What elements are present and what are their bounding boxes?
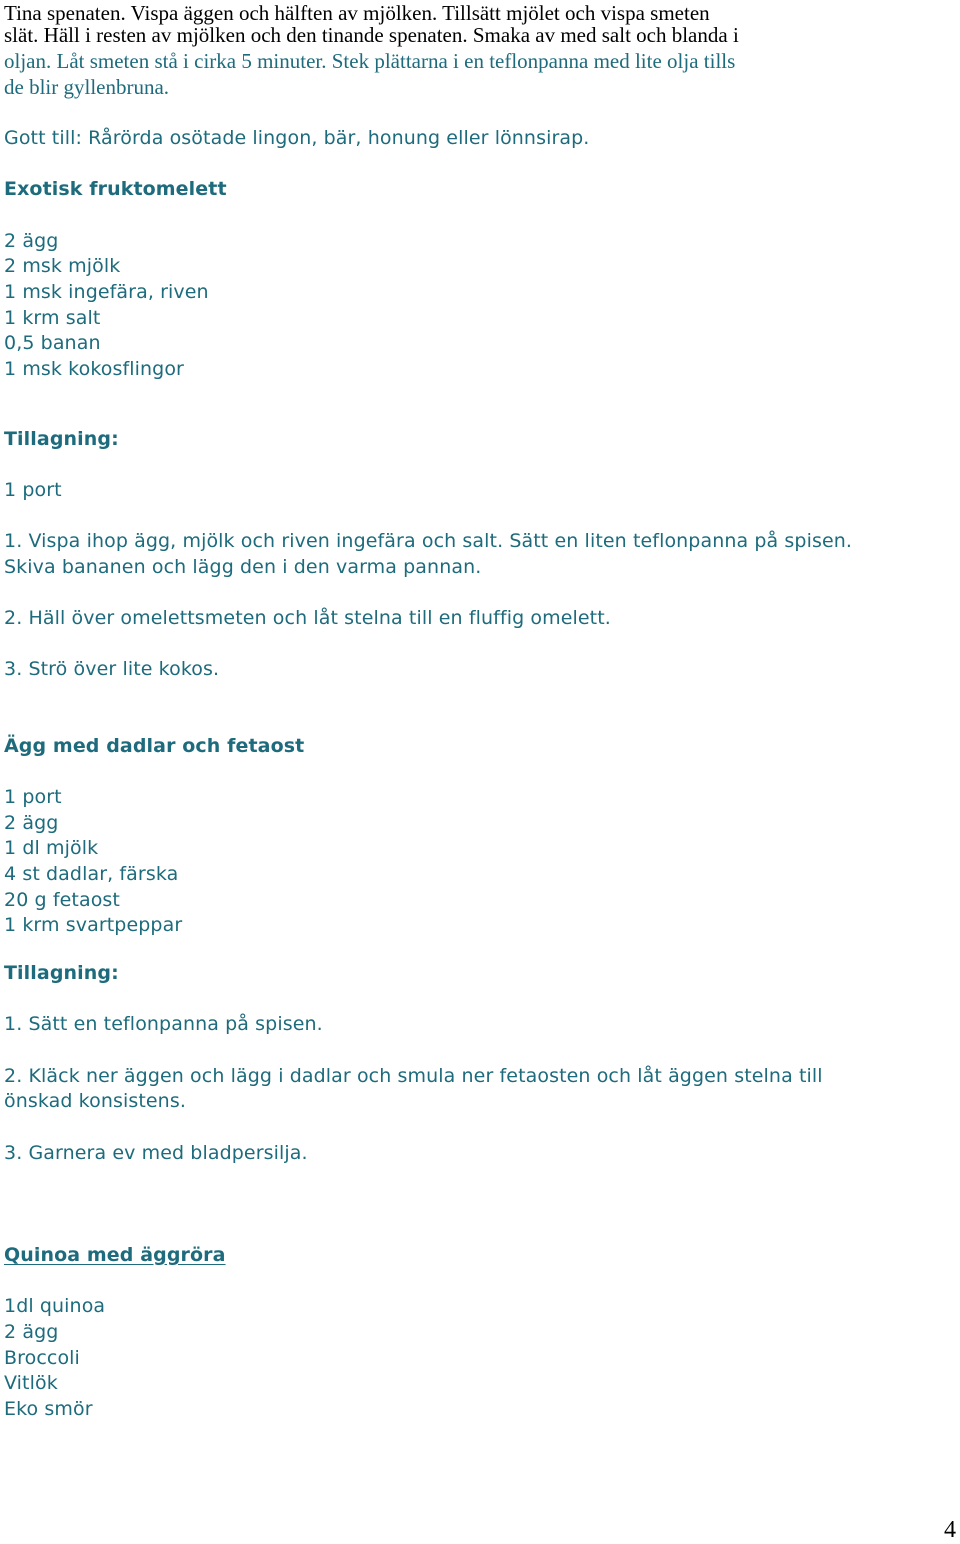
ingredient: 2 ägg [4,230,59,252]
step: 2. Häll över omelettsmeten och låt stelna till en fluffig omelett. [4,607,611,629]
ingredient: 1dl quinoa [4,1295,106,1317]
recipe-title: Quinoa med äggröra [4,1244,226,1266]
ingredient: 4 st dadlar, färska [4,863,179,885]
step: 1. Sätt en teflonpanna på spisen. [4,1013,323,1035]
ingredient: Vitlök [4,1372,58,1394]
ingredient: 2 msk mjölk [4,255,121,277]
ingredient: 20 g fetaost [4,889,120,911]
intro-line: slät. Häll i resten av mjölken och den tinande spenaten. Smaka av med salt och blanda i [4,23,739,47]
serving-suggestion: Gott till: Rårörda osötade lingon, bär, honung eller lönnsirap. [4,127,590,149]
intro-line: Tina spenaten. Vispa äggen och hälften av mjölken. Tillsätt mjölet och vispa smeten [4,1,710,25]
step: 3. Garnera ev med bladpersilja. [4,1142,308,1164]
step: 3. Strö över lite kokos. [4,658,220,680]
step: önskad konsistens. [4,1090,186,1112]
ingredient: Eko smör [4,1398,93,1420]
recipe-title: Ägg med dadlar och fetaost [4,735,305,757]
page-number: 4 [944,1517,956,1543]
ingredient: 1 krm salt [4,307,101,329]
step: 1. Vispa ihop ägg, mjölk och riven ingefära och salt. Sätt en liten teflonpanna på spisen. [4,530,853,552]
step: Skiva bananen och lägg den i den varma pannan. [4,556,482,578]
intro-line: de blir gyllenbruna. [4,75,170,99]
ingredient: 0,5 banan [4,332,101,354]
ingredient: 2 ägg [4,812,59,834]
ingredient: 1 port [4,786,62,808]
prep-heading: Tillagning: [4,428,119,450]
ingredient: 1 krm svartpeppar [4,914,183,936]
ingredient: 1 msk ingefära, riven [4,281,209,303]
step: 2. Kläck ner äggen och lägg i dadlar och smula ner fetaosten och låt äggen stelna till [4,1065,823,1087]
intro-line: oljan. Låt smeten stå i cirka 5 minuter. Stek plättarna i en teflonpanna med lite olja tills [4,49,736,73]
ingredient: 1 dl mjölk [4,837,99,859]
ingredient: 1 msk kokosflingor [4,358,184,380]
ingredient: Broccoli [4,1347,80,1369]
recipe-title: Exotisk fruktomelett [4,178,227,200]
ingredient: 2 ägg [4,1321,59,1343]
portion: 1 port [4,479,62,501]
prep-heading: Tillagning: [4,962,119,984]
